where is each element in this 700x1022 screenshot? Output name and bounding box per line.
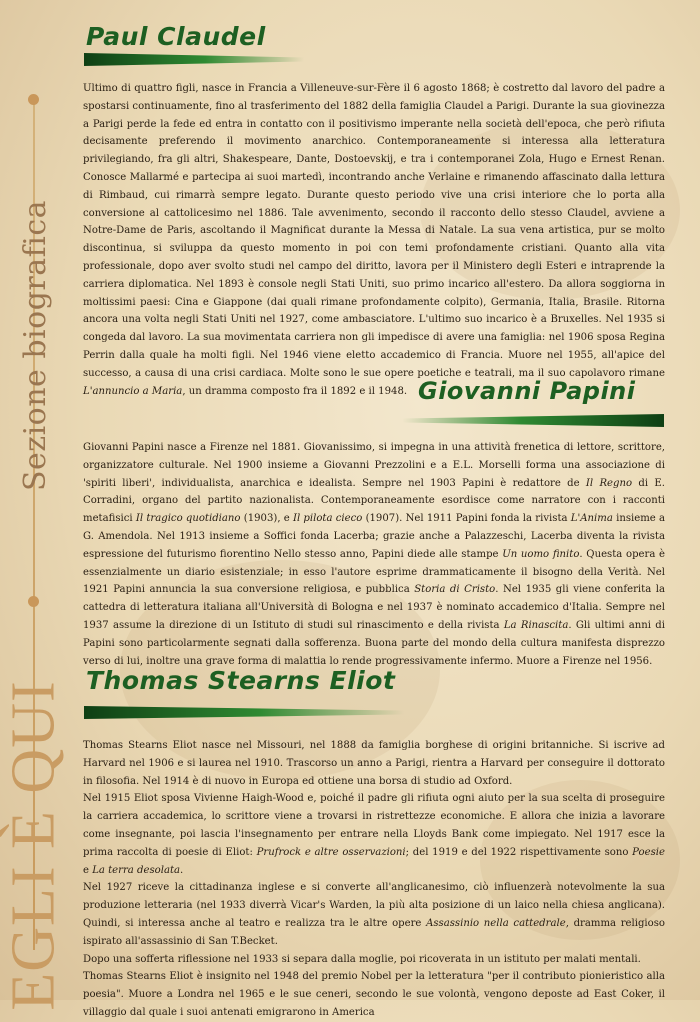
- body-text: Giovanni Papini nasce a Firenze nel 1881. Giovanissimo, si impegna in una attività frenetica di lettore, scrittore, organizzatore culturale. Nel 1900 insieme a Giovanni Prezzolini e a E.L. Morselli forma una associazione di 'spiriti liberi', individualista, anarchica e idealista. Sempre nel 1903 Papini è redattore de: [83, 442, 665, 489]
- body-text: di E. Corradini, organo del partito nazionalista. Contemporaneamente esordisce come narratore con i racconti metafisici: [83, 477, 665, 525]
- italic-title-text: L'annuncio a Maria: [83, 385, 183, 397]
- side-section-label-text: Sezione biografica: [18, 199, 54, 491]
- italic-title-text: Il pilota cieco: [292, 513, 363, 525]
- section-body-papini: [83, 439, 665, 670]
- italic-title-text: Storia di Cristo: [414, 584, 496, 596]
- body-text: Nel 1915 Eliot sposa Vivienne Haigh-Wood e, poiché il padre gli rifiuta ogni aiuto per la sua scelta di proseguire la carriera accademica, lo scrittore viene a trovarsi in ristrettezze economiche. E allora che inizia a lavorare come insegnante, poi lascia l'insegnamento per entrare nella Lloyds Bank come impiegato. Nel 1917 esce la prima raccolta di poesie di Eliot:: [83, 793, 665, 858]
- body-text: ; del 1919 e del 1922 rispettivamente sono: [405, 846, 633, 858]
- side-brand: [0, 679, 68, 1011]
- body-text: Dopo una sofferta riflessione nel 1933 si separa dalla moglie, poi ricoverata in un istituto per malati mentali.: [83, 953, 641, 965]
- paragraph: [83, 439, 665, 670]
- side-section-label: [16, 180, 56, 510]
- italic-title-text: La terra desolata: [92, 864, 181, 876]
- paragraph: [83, 879, 665, 950]
- body-text: . Gli ultimi anni di Papini sono particolarmente segnati dalla sofferenza. Buona parte del mondo della cultura manifesta disprezzo verso di lui, inoltre una grave forma di malattia lo rende progressivamente infermo. Muore a Firenze nel 1956.: [83, 619, 665, 667]
- side-brand-text: EGLI È QUI: [0, 679, 68, 1011]
- body-text: Thomas Stearns Eliot è insignito nel 1948 del premio Nobel per la letteratura "per il contributo pionieristico alla poesia". Muore a Londra nel 1965 e le sue ceneri, secondo le sue volontà, vengono deposte ad East Coker, il villaggio dal quale i suoi antenati emigrarono in America: [83, 971, 665, 1018]
- italic-title-text: Il Regno: [585, 477, 633, 489]
- body-text: . Nel 1935 gli viene conferita la cattedra di letteratura italiana all'Università di Bologna e nel 1937 è nominato accademico d'Italia. Sempre nel 1937 assume la direzione di un Istituto di studi sul rinascimento e della rivista: [83, 584, 666, 631]
- italic-title-text: Assassinio nella cattedrale: [426, 917, 566, 929]
- italic-title-text: La Rinascita: [503, 619, 569, 631]
- body-text: e: [83, 864, 93, 876]
- paragraph: [83, 80, 665, 400]
- section-body-claudel: [83, 80, 665, 400]
- body-text: .: [180, 864, 184, 876]
- italic-title-text: Un uomo finito: [502, 548, 580, 560]
- body-text: Ultimo di quattro figli, nasce in Francia a Villeneuve-sur-Fère il 6 agosto 1868; è costretto dal lavoro del padre a spostarsi continuamente, fino al trasferimento del 1882 della famiglia Claudel a Parigi. Durante la sua giovinezza a Parigi perde la fede ed entra in contatto con il positivismo imperante nella società dell'epoca, che però rifiuta decisamente preferendo il movimento anarchico. Contemporaneamente si interessa alla letteratura privilegiando, fra gli altri, Shakespeare, Dante, Dostoevskij, e tra i contemporanei Zola, Hugo e Ernest Renan. Conosce Mallarmé e partecipa ai suoi martedì, incontrando anche Verlaine e rimanendo affascinato dalla lettura di Rimbaud, cui rimarrà sempre legato. Durante questo periodo vive una crisi interiore che lo porta alla conversione al cattolicesimo nel 1886. Tale avvenimento, secondo il racconto dello stesso Claudel, avviene a Notre-Dame de Paris, ascoltando il Magnificat durante la Messa di Natale. La sua vena artistica, pur se molto discontinua, si sviluppa da questo momento in poi con temi profondamente cristiani. Quanto alla vita professionale, dopo aver svolto studi nel campo del diritto, lavora per il Ministero degli Esteri e intraprende la carriera diplomatica. Nel 1893 è console negli Stati Uniti, suo primo incarico all'estero. Da allora soggiorna in moltissimi paesi: Cina e Giappone (dai quali rimane profondamente colpito), Germania, Italia, Brasile. Ritorna ancora una volta negli Stati Uniti nel 1927, come ambasciatore. L'ultimo suo incarico è a Bruxelles. Nel 1935 si congeda dal lavoro. La sua movimentata carriera non gli impedisce di avere una famiglia: nel 1906 sposa Regina Perrin dalla quale ha molti figli. Nel 1946 viene eletto accademico di Francia. Muore nel 1955, all'apice del successo, a causa di una crisi cardiaca. Molte sono le sue opere poetiche e teatrali, ma il suo capolavoro rimane: [83, 83, 665, 379]
- section-title-eliot: Thomas Stearns Eliot: [86, 666, 396, 695]
- paragraph: [83, 737, 665, 790]
- italic-title-text: L'Anima: [570, 513, 613, 525]
- body-text: (1903), e: [240, 513, 293, 525]
- paragraph: [83, 790, 665, 879]
- section-underline-papini: [402, 414, 664, 427]
- italic-title-text: Prufrock e altre osservazioni: [256, 846, 406, 858]
- paragraph: [83, 968, 665, 1021]
- body-text: Thomas Stearns Eliot nasce nel Missouri, nel 1888 da famiglia borghese di origini britanniche. Si iscrive ad Harvard nel 1906 e si laurea nel 1910. Trascorso un anno a Parigi, rientra a Harvard per conseguire il dottorato in filosofia. Nel 1914 è di nuovo in Europa ed ottiene una borsa di studio ad Oxford.: [83, 740, 665, 787]
- body-text: , dramma religioso ispirato all'assassinio di San T.Becket.: [83, 917, 665, 947]
- body-text: insieme a G. Amendola. Nel 1913 insieme a Soffici fonda Lacerba; grazie anche a Palazzeschi, Lacerba diventa la rivista espressione del futurismo fiorentino Nello stesso anno, Papini diede alle stampe: [83, 513, 666, 560]
- decorative-dot-top: [28, 94, 39, 105]
- section-title-claudel: Paul Claudel: [86, 22, 266, 51]
- body-text: Nel 1927 riceve la cittadinanza inglese e si converte all'anglicanesimo, ciò influenzerà notevolmente la sua produzione letteraria (nel 1933 diverrà Vicar's Warden, la più alta posizione di un laico nella chiesa anglicana). Quindi, si interessa anche al teatro e realizza tra le altre opere: [83, 882, 665, 929]
- body-text: . Questa opera è essenzialmente un diario esistenziale; in esso l'autore esprime drammaticamente il bisogno della Verità. Nel 1921 Papini annuncia la sua conversione religiosa, e pubblica: [83, 548, 666, 596]
- section-title-papini: Giovanni Papini: [418, 377, 636, 405]
- body-text: , un dramma composto fra il 1892 e il 1948.: [182, 385, 408, 397]
- section-body-eliot: [83, 737, 665, 1022]
- section-underline-claudel: [84, 53, 304, 66]
- body-text: (1907). Nel 1911 Papini fonda la rivista: [362, 513, 571, 525]
- decorative-dot-bottom: [28, 596, 39, 607]
- paragraph: [83, 951, 665, 969]
- italic-title-text: Poesie: [632, 846, 665, 858]
- italic-title-text: Il tragico quotidiano: [135, 513, 241, 525]
